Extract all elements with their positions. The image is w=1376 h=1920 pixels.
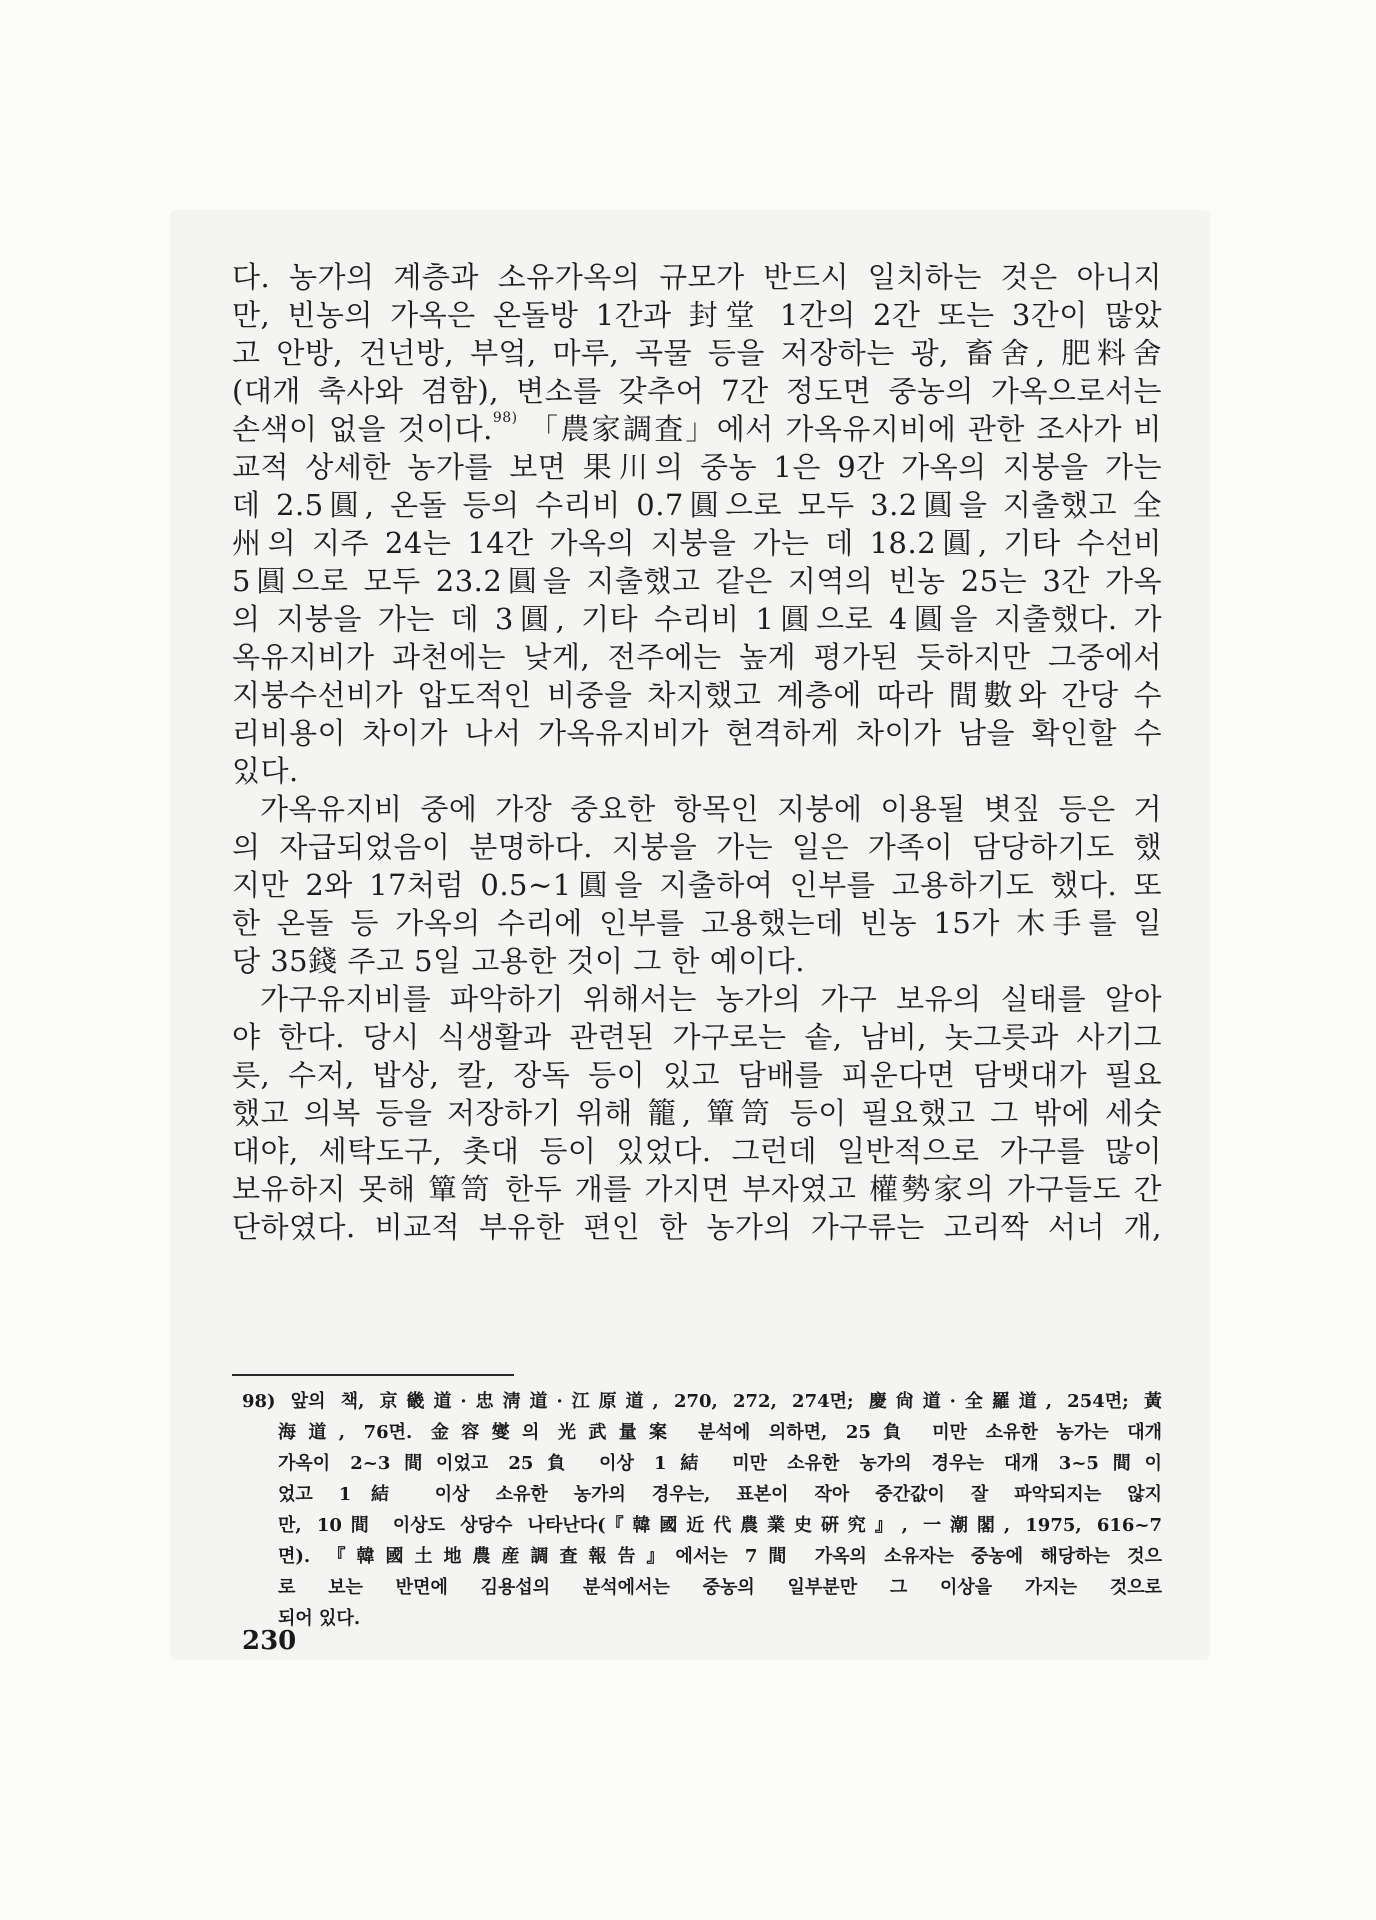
text-line: 릇, 수저, 밥상, 칼, 장독 등이 있고 담배를 피운다면 담뱃대가 필요 (232, 1058, 1162, 1092)
text-line: 교적 상세한 농가를 보면 果川의 중농 1은 9간 가옥의 지붕을 가는 (232, 450, 1162, 484)
text-line: (대개 축사와 겸함), 변소를 갖추어 7간 정도면 중농의 가옥으로서는 (232, 374, 1162, 408)
footnote-line: 었고 1結 이상 소유한 농가의 경우는, 표본이 작아 중간값이 잘 파악되지는 않지 (278, 1484, 1162, 1505)
footnote-line: 되어 있다. (278, 1608, 361, 1629)
text-line: 당 35錢 주고 5일 고용한 것이 그 한 예이다. (232, 944, 806, 978)
text-line: 지만 2와 17처럼 0.5~1圓을 지출하여 인부를 고용하기도 했다. 또 (232, 868, 1162, 902)
text-line: 의 자급되었음이 분명하다. 지붕을 가는 일은 가족이 담당하기도 했 (232, 830, 1162, 864)
text-line: 리비용이 차이가 나서 가옥유지비가 현격하게 차이가 남을 확인할 수 (232, 716, 1162, 750)
paragraph-start: 가옥유지비 중에 가장 중요한 항목인 지붕에 이용될 볏짚 등은 거 (260, 792, 1162, 826)
footnote-divider (232, 1374, 514, 1376)
footnote-line: 면). 『韓國土地農産調査報告』에서는 7間 가옥의 소유자는 중농에 해당하는 것으 (278, 1546, 1162, 1567)
text-segment: 「農家調査」에서 가옥유지비에 관한 조사가 비 (529, 412, 1162, 446)
footnotes (242, 1386, 1162, 1634)
body-text (232, 258, 1162, 1246)
text-line: 만, 빈농의 가옥은 온돌방 1간과 封堂 1간의 2간 또는 3간이 많았 (232, 298, 1162, 332)
text-line: 야 한다. 당시 식생활과 관련된 가구로는 솥, 남비, 놋그릇과 사기그 (232, 1020, 1162, 1054)
text-line: 데 2.5圓, 온돌 등의 수리비 0.7圓으로 모두 3.2圓을 지출했고 全 (232, 488, 1162, 522)
paragraph-start: 가구유지비를 파악하기 위해서는 농가의 가구 보유의 실태를 알아 (260, 982, 1162, 1016)
footnote-ref-98: 98) (492, 410, 518, 426)
text-line: 5圓으로 모두 23.2圓을 지출했고 같은 지역의 빈농 25는 3간 가옥 (232, 564, 1162, 598)
footnote-line: 98) 앞의 책, 京畿道·忠淸道·江原道, 270, 272, 274면; 慶尙道·全羅道, 254면; 黃 (242, 1391, 1162, 1412)
text-line: 고 안방, 건넌방, 부엌, 마루, 곡물 등을 저장하는 광, 畜舍, 肥料舍 (232, 336, 1162, 370)
text-line: 했고 의복 등을 저장하기 위해 籠, 簞笥 등이 필요했고 그 밖에 세숫 (232, 1096, 1162, 1130)
text-line: 옥유지비가 과천에는 낮게, 전주에는 높게 평가된 듯하지만 그중에서 (232, 640, 1162, 674)
text-line: 다. 농가의 계층과 소유가옥의 규모가 반드시 일치하는 것은 아니지 (232, 260, 1162, 294)
text-line-with-footnote-ref (232, 410, 1162, 448)
footnote-line: 가옥이 2~3間이었고 25負 이상 1結 미만 소유한 농가의 경우는 대개 3~5間이 (278, 1453, 1162, 1474)
text-line: 있다. (232, 754, 299, 788)
footnote-line: 로 보는 반면에 김용섭의 분석에서는 중농의 일부분만 그 이상을 가지는 것으로 (278, 1577, 1162, 1598)
text-line: 한 온돌 등 가옥의 수리에 인부를 고용했는데 빈농 15가 木手를 일 (232, 906, 1162, 940)
text-line: 지붕수선비가 압도적인 비중을 차지했고 계층에 따라 間數와 간당 수 (232, 678, 1162, 712)
text-segment: 손색이 없을 것이다. (232, 412, 493, 446)
text-line: 단하였다. 비교적 부유한 편인 한 농가의 가구류는 고리짝 서너 개, (232, 1210, 1162, 1244)
text-line: 대야, 세탁도구, 촛대 등이 있었다. 그런데 일반적으로 가구를 많이 (232, 1134, 1162, 1168)
text-line: 의 지붕을 가는 데 3圓, 기타 수리비 1圓으로 4圓을 지출했다. 가 (232, 602, 1162, 636)
text-line: 州의 지주 24는 14간 가옥의 지붕을 가는 데 18.2圓, 기타 수선비 (232, 526, 1162, 560)
footnote-line: 만, 10間 이상도 상당수 나타난다(『韓國近代農業史硏究』, 一潮閣, 1975, 616~7 (278, 1515, 1162, 1536)
text-line: 보유하지 못해 簞笥 한두 개를 가지면 부자였고 權勢家의 가구들도 간 (232, 1172, 1162, 1206)
page-number: 230 (242, 1626, 297, 1656)
footnote-line: 海道, 76면. 金容燮의 光武量案 분석에 의하면, 25負 미만 소유한 농가는 대개 (278, 1422, 1162, 1443)
